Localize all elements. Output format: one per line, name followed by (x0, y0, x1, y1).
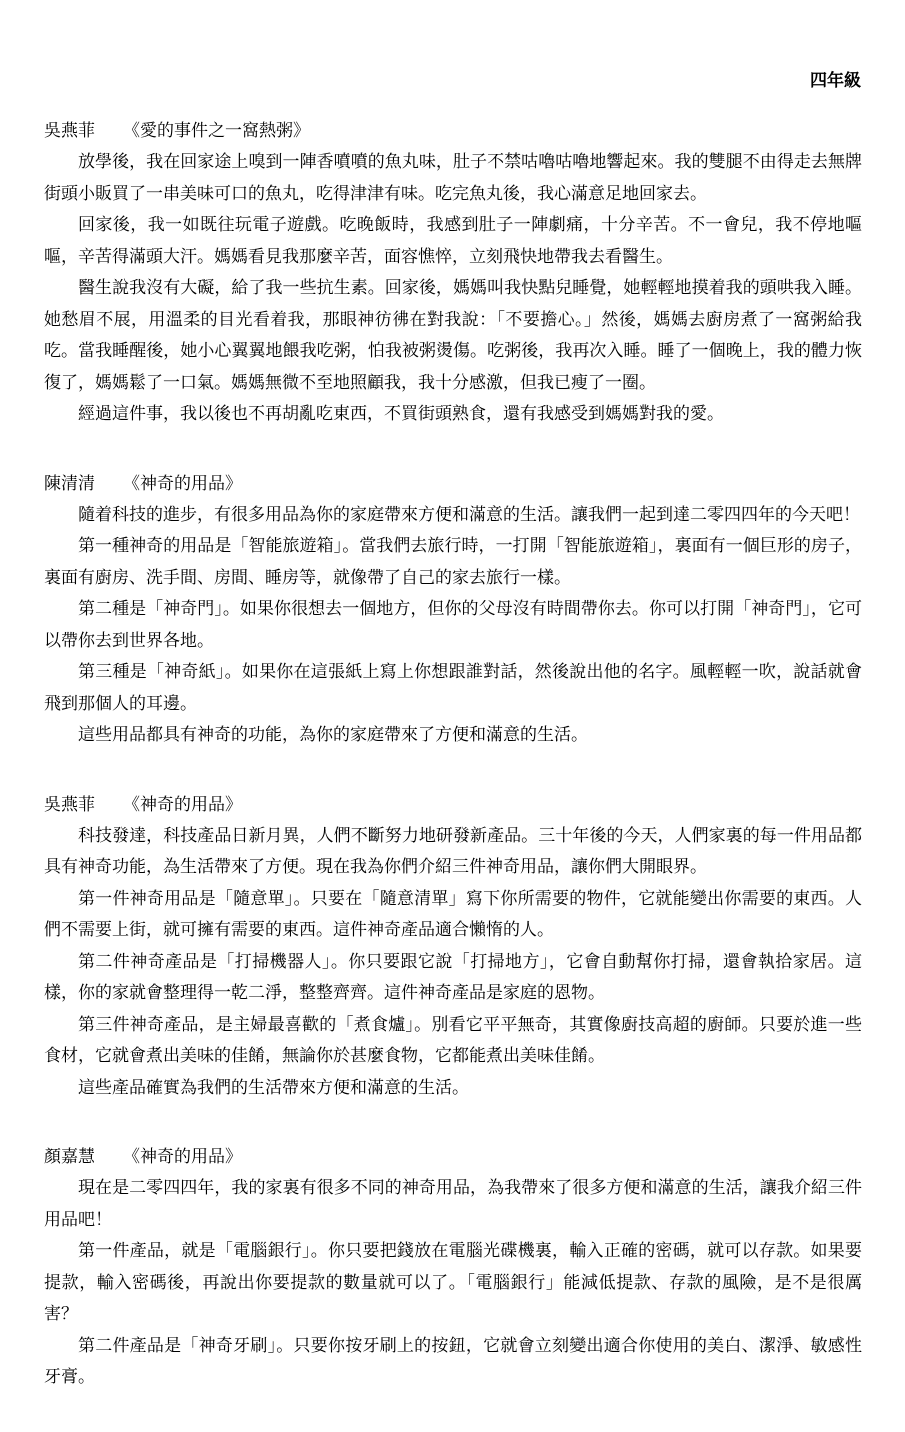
essay (44, 790, 862, 1105)
essay-paragraph: 第一種神奇的用品是「智能旅遊箱」。當我們去旅行時，一打開「智能旅遊箱」，裏面有一個巨形的房子，裏面有廚房、洗手間、房間、睡房等，就像帶了自己的家去旅行一樣。 (44, 536, 862, 588)
essay-author: 吳燕菲 (44, 794, 95, 815)
essay-heading (44, 790, 862, 821)
essay-title: 《神奇的用品》 (123, 473, 242, 494)
essay-paragraph: 第二件神奇產品是「打掃機器人」。你只要跟它說「打掃地方」，它會自動幫你打掃，還會執拾家居。這樣，你的家就會整理得一乾二淨，整整齊齊。這件神奇產品是家庭的恩物。 (44, 951, 862, 1003)
essay-paragraph: 第三件神奇產品，是主婦最喜歡的「煮食爐」。別看它平平無奇，其實像廚技高超的廚師。只要於進一些食材，它就會煮出美味的佳餚，無論你於甚麼食物，它都能煮出美味佳餚。 (44, 1014, 862, 1066)
essay-author: 顏嘉慧 (44, 1147, 95, 1167)
essay-collection (44, 116, 862, 1432)
essay-paragraph: 現在是二零四四年，我的家裏有很多不同的神奇用品，為我帶來了很多方便和滿意的生活，讓我介紹三件用品吧！ (44, 1178, 862, 1230)
essay-paragraph: 第三種是「神奇紙」。如果你在這張紙上寫上你想跟誰對話，然後說出他的名字。風輕輕一吹，說話就會飛到那個人的耳邊。 (44, 662, 862, 714)
essay-title: 《神奇的用品》 (123, 794, 242, 815)
essay-paragraph: 經過這件事，我以後也不再胡亂吃東西，不買街頭熟食，還有我感受到媽媽對我的愛。 (78, 404, 724, 424)
grade-label: 四年級 (810, 71, 861, 91)
essay-author: 陳清清 (44, 473, 95, 494)
essay-author: 吳燕菲 (44, 121, 95, 141)
essay-paragraph: 這些產品確實為我們的生活帶來方便和滿意的生活。 (78, 1077, 469, 1098)
essay-title: 《神奇的用品》 (123, 1147, 242, 1167)
essay-paragraph: 第一件產品，就是「電腦銀行」。你只要把錢放在電腦光碟機裏，輸入正確的密碼，就可以存款。如果要提款，輸入密碼後，再說出你要提款的數量就可以了。「電腦銀行」能減低提款、存款的風險，是不是很厲害？ (44, 1241, 862, 1324)
essay-title: 《愛的事件之一窩熱粥》 (123, 121, 310, 141)
essay-paragraph: 隨着科技的進步，有很多用品為你的家庭帶來方便和滿意的生活。讓我們一起到達二零四四年的今天吧！ (78, 504, 860, 525)
essay-heading (44, 1142, 862, 1173)
essay-paragraph: 回家後，我一如既往玩電子遊戲。吃晚飯時，我感到肚子一陣劇痛，十分辛苦。不一會兒，我不停地嘔嘔，辛苦得滿頭大汗。媽媽看見我那麼辛苦，面容憔悴，立刻飛快地帶我去看醫生。 (44, 215, 862, 267)
essay (44, 469, 862, 752)
essay-paragraph: 醫生說我沒有大礙，給了我一些抗生素。回家後，媽媽叫我快點兒睡覺，她輕輕地摸着我的頭哄我入睡。她愁眉不展，用溫柔的目光看着我，那眼神彷彿在對我說：「不要擔心。」然後，媽媽去廚房煮了一窩粥給我吃。當我睡醒後，她小心翼翼地餵我吃粥，怕我被粥燙傷。吃粥後，我再次入睡。睡了一個晚上，我的體力恢復了，媽媽鬆了一口氣。媽媽無微不至地照顧我，我十分感激，但我已瘦了一圈。 (44, 278, 862, 393)
essay-heading (44, 116, 862, 147)
essay-heading (44, 469, 862, 500)
essay (44, 116, 862, 431)
essay-paragraph: 第二種是「神奇門」。如果你很想去一個地方，但你的父母沒有時間帶你去。你可以打開「神奇門」，它可以帶你去到世界各地。 (44, 599, 862, 651)
essay-paragraph: 第二件產品是「神奇牙刷」。只要你按牙刷上的按鈕，它就會立刻變出適合你使用的美白、潔淨、敏感性牙膏。 (44, 1335, 862, 1387)
essay-paragraph: 這些用品都具有神奇的功能，為你的家庭帶來了方便和滿意的生活。 (78, 725, 588, 745)
essay-paragraph: 放學後，我在回家途上嗅到一陣香噴噴的魚丸味，肚子不禁咕嚕咕嚕地響起來。我的雙腿不由得走去無牌街頭小販買了一串美味可口的魚丸，吃得津津有味。吃完魚丸後，我心滿意足地回家去。 (44, 152, 862, 204)
essay-paragraph: 科技發達，科技產品日新月異，人們不斷努力地研發新產品。三十年後的今天，人們家裏的每一件用品都具有神奇功能，為生活帶來了方便。現在我為你們介紹三件神奇用品，讓你們大開眼界。 (44, 825, 862, 877)
essay (44, 1142, 862, 1394)
essay-paragraph: 第一件神奇用品是「隨意單」。只要在「隨意清單」寫下你所需要的物件，它就能變出你需要的東西。人們不需要上街，就可擁有需要的東西。這件神奇產品適合懶惰的人。 (44, 888, 862, 940)
